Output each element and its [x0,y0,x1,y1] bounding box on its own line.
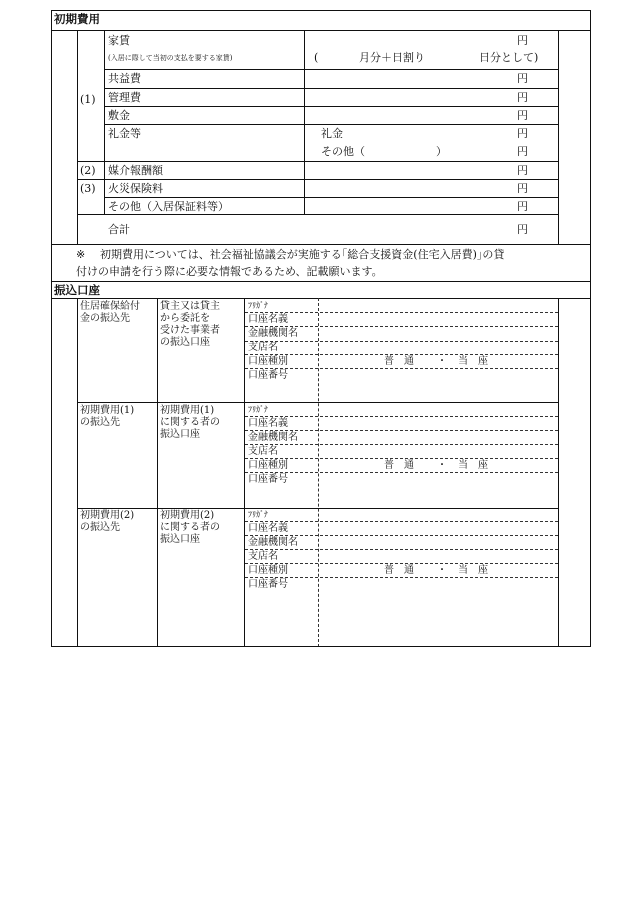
block1-type-current: 当 座 [458,356,488,367]
block2-bank-name-label: 金融機関名 [248,432,298,443]
fire-insurance-label: 火災保険料 [108,182,163,195]
deposit-yen: 円 [517,109,528,122]
block2-title-line-1: 初期費用(1) [80,405,135,416]
block3-furigana-label: ﾌﾘｶﾞﾅ [248,510,268,519]
brokerage-yen: 円 [517,164,528,177]
rent-calc-day-as: 日分として) [479,51,539,64]
block1-branch-label: 支店名 [248,342,278,353]
common-fee-yen: 円 [517,72,528,85]
other-guarantee-yen: 円 [517,200,528,213]
block3-bank-name-label: 金融機関名 [248,537,298,548]
block3-desc-line-2: に関する者の [160,522,220,533]
key-money-yen: 円 [517,127,528,140]
fire-insurance-yen: 円 [517,182,528,195]
block1-desc-line-4: の振込口座 [160,337,210,348]
block1-account-name-label: 口座名義 [248,314,288,325]
block3-desc-line-1: 初期費用(2) [160,510,215,521]
block1-title-line-1: 住居確保給付 [80,301,140,312]
item-number-3: (3) [80,182,96,195]
block1-bank-name-label: 金融機関名 [248,328,298,339]
rent-note: (入居に際して当初の支払を要する家賃) [108,54,233,62]
note-line-2: 付けの申請を行う際に必要な情報であるため、記載願います。 [76,265,383,278]
rent-label: 家賃 [108,34,130,47]
block1-type-dot: ・ [437,356,447,367]
rent-calc-month-plus: 月分＋日割り [359,51,425,64]
rent-yen: 円 [517,34,528,47]
block3-account-type-label: 口座種別 [248,565,288,576]
other-yen: 円 [517,145,528,158]
transfer-section-title: 振込口座 [54,283,100,297]
initial-cost-section-title: 初期費用 [54,12,100,26]
other-guarantee-label: その他（入居保証料等） [108,200,229,213]
block2-desc-line-2: に関する者の [160,417,220,428]
block1-desc-line-1: 貸主又は貸主 [160,301,220,312]
block3-branch-label: 支店名 [248,551,278,562]
block3-title-line-1: 初期費用(2) [80,510,135,521]
key-money-label: 礼金 [321,127,343,140]
block3-account-number-label: 口座番号 [248,579,288,590]
block3-desc-line-3: 振込口座 [160,534,200,545]
block3-type-dot: ・ [437,565,447,576]
management-fee-label: 管理費 [108,91,141,104]
block1-type-ordinary: 普 通 [384,356,414,367]
total-yen: 円 [517,223,528,236]
block2-branch-label: 支店名 [248,446,278,457]
key-money-etc-label: 礼金等 [108,127,141,140]
total-label: 合計 [108,223,130,236]
block2-furigana-label: ﾌﾘｶﾞﾅ [248,405,268,414]
block2-type-dot: ・ [437,460,447,471]
item-number-2: (2) [80,164,96,177]
block2-desc-line-1: 初期費用(1) [160,405,215,416]
note-line-1: 初期費用については、社会福祉協議会が実施する｢総合支援資金(住宅入居費)｣の貸 [100,248,505,261]
rent-calc-open: ( [314,51,319,64]
block3-type-current: 当 座 [458,565,488,576]
block1-account-type-label: 口座種別 [248,356,288,367]
block2-type-current: 当 座 [458,460,488,471]
common-fee-label: 共益費 [108,72,141,85]
block3-type-ordinary: 普 通 [384,565,414,576]
block1-account-number-label: 口座番号 [248,370,288,381]
block1-furigana-label: ﾌﾘｶﾞﾅ [248,301,268,310]
deposit-label: 敷金 [108,109,130,122]
block2-type-ordinary: 普 通 [384,460,414,471]
block3-title-line-2: の振込先 [80,522,120,533]
block1-desc-line-2: から委託を [160,313,210,324]
block2-account-name-label: 口座名義 [248,418,288,429]
note-mark: ※ [76,248,86,261]
brokerage-label: 媒介報酬額 [108,164,163,177]
block2-account-number-label: 口座番号 [248,474,288,485]
block1-title-line-2: 金の振込先 [80,313,130,324]
block2-desc-line-3: 振込口座 [160,429,200,440]
other-open-label: その他（ [321,145,365,158]
management-fee-yen: 円 [517,91,528,104]
block2-title-line-2: の振込先 [80,417,120,428]
block2-account-type-label: 口座種別 [248,460,288,471]
other-close-label: ） [436,145,447,158]
item-number-1: (1) [80,93,96,106]
block1-desc-line-3: 受けた事業者 [160,325,220,336]
block3-account-name-label: 口座名義 [248,523,288,534]
